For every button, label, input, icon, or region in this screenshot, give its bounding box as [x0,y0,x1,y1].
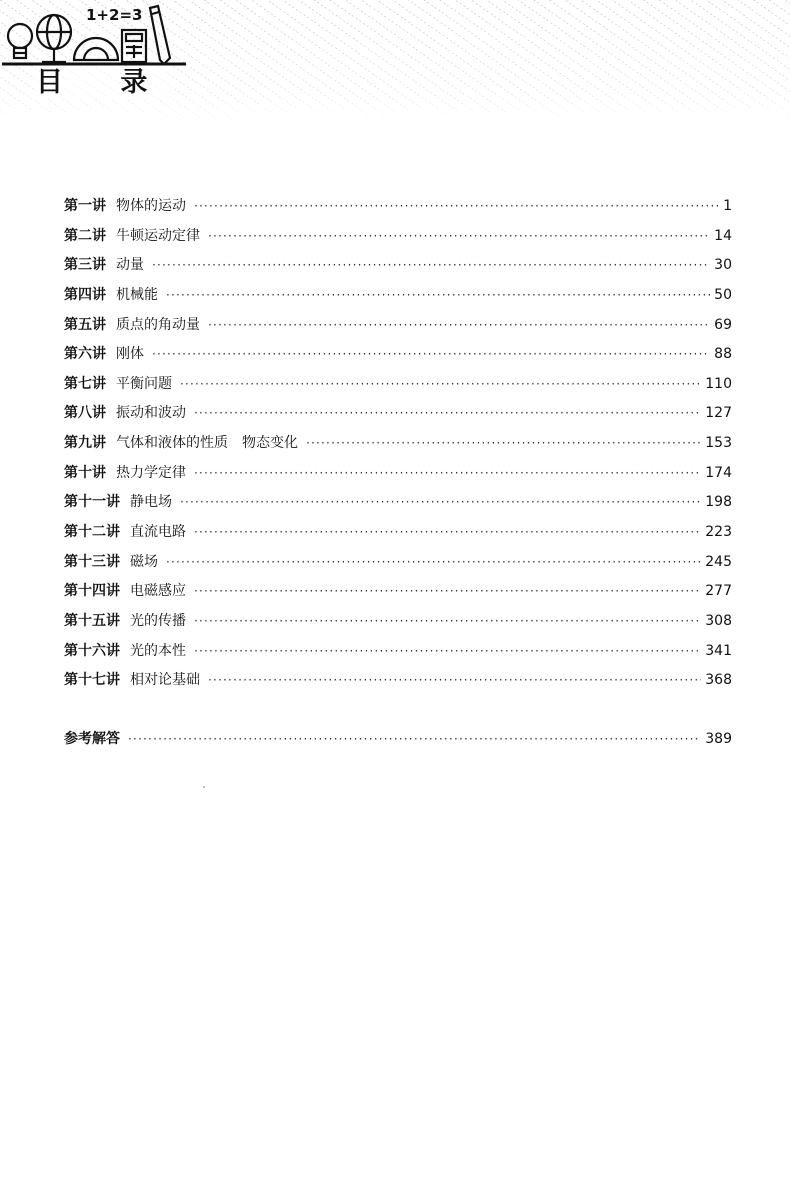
dot-leader [194,522,701,542]
toc-entry[interactable] [64,463,732,493]
chapter-title: 光的本性 [130,642,186,659]
chapter-title: 相对论基础 [130,672,200,689]
toc-entry[interactable] [64,285,732,315]
page-number: 88 [714,346,732,363]
toc-entry[interactable] [64,641,732,671]
page-number: 198 [705,494,732,511]
page-number: 30 [714,257,732,274]
toc-entry[interactable] [64,552,732,582]
lecture-label: 第一讲 [64,198,106,214]
page-number: 341 [705,642,732,659]
dot-leader [208,315,710,335]
lecture-label: 第九讲 [64,435,106,452]
lecture-label: 第十三讲 [64,553,120,570]
toc-entry[interactable] [64,581,732,611]
toc-entry-appendix[interactable] [64,729,732,759]
page-number: 153 [705,435,732,452]
page-number: 1 [723,198,732,214]
protractor-icon [74,38,118,60]
dot-leader [194,581,701,601]
toc-entry[interactable] [64,255,732,285]
chapter-title: 直流电路 [130,524,186,541]
lecture-label: 第二讲 [64,227,106,244]
lecture-label: 第八讲 [64,405,106,422]
page-number: 368 [705,672,732,689]
dot-leader [180,492,701,512]
toc-entry[interactable] [64,315,732,345]
page-number: 127 [705,405,732,422]
chapter-title: 磁场 [130,553,158,570]
dot-leader [208,670,701,690]
print-speck [203,786,205,788]
toc-entry[interactable] [64,611,732,641]
lecture-label: 第三讲 [64,257,106,274]
table-of-contents [64,196,732,759]
chapter-title: 平衡问题 [116,375,172,392]
chapter-title: 热力学定律 [116,464,186,481]
lecture-label: 第五讲 [64,316,106,333]
page-title: 目 录 [34,60,173,99]
page-number: 69 [714,316,732,333]
page-number: 50 [714,286,732,303]
dot-leader [194,463,701,483]
dot-leader [152,344,710,364]
pencil-icon [150,6,170,64]
lecture-label: 第十七讲 [64,672,120,689]
stationery-illustration [0,0,190,72]
page-number: 277 [705,583,732,600]
page-number: 308 [705,612,732,629]
lecture-label: 第十一讲 [64,494,120,511]
header-banner [0,0,790,125]
lecture-label: 参考解答 [64,730,120,747]
toc-entry[interactable] [64,522,732,552]
dot-leader [194,196,719,216]
toc-entry[interactable] [64,344,732,374]
lecture-label: 第十六讲 [64,642,120,659]
lecture-label: 第四讲 [64,286,106,303]
page-number: 245 [705,553,732,570]
toc-entry[interactable] [64,196,732,226]
toc-entry[interactable] [64,670,732,700]
page-number: 389 [705,730,732,747]
page-number: 223 [705,524,732,541]
globe-icon [37,15,71,62]
chapter-title: 机械能 [116,286,158,303]
chapter-title: 动量 [116,257,144,274]
lecture-label: 第十五讲 [64,612,120,629]
lecture-label: 第六讲 [64,346,106,363]
dot-leader [194,403,701,423]
lecture-label: 第十二讲 [64,524,120,541]
dot-leader [194,641,701,661]
dot-leader [166,285,710,305]
dot-leader [194,611,701,631]
chapter-title: 气体和液体的性质 物态变化 [116,435,298,452]
page-number: 14 [714,227,732,244]
chapter-title: 电磁感应 [130,583,186,600]
toc-entry[interactable] [64,403,732,433]
chapter-title: 刚体 [116,346,144,363]
toc-entry[interactable] [64,492,732,522]
dot-leader [128,729,701,749]
page-number: 174 [705,464,732,481]
decoration-equation: 1+2=3 [86,6,143,24]
dot-leader [180,374,701,394]
lecture-label: 第十讲 [64,464,106,481]
dot-leader [152,255,710,275]
chapter-title: 光的传播 [130,612,186,629]
chapter-title: 质点的角动量 [116,316,200,333]
chapter-title: 静电场 [130,494,172,511]
page-number: 110 [705,375,732,392]
chapter-title: 振动和波动 [116,405,186,422]
lightbulb-icon [8,24,32,58]
calculator-icon [122,30,146,62]
toc-entry[interactable] [64,433,732,463]
dot-leader [208,226,710,246]
chapter-title: 牛顿运动定律 [116,227,200,244]
dot-leader [306,433,701,453]
dot-leader [166,552,701,572]
lecture-label: 第十四讲 [64,583,120,600]
toc-entry[interactable] [64,226,732,256]
chapter-title: 物体的运动 [116,198,186,214]
lecture-label: 第七讲 [64,375,106,392]
toc-entry[interactable] [64,374,732,404]
